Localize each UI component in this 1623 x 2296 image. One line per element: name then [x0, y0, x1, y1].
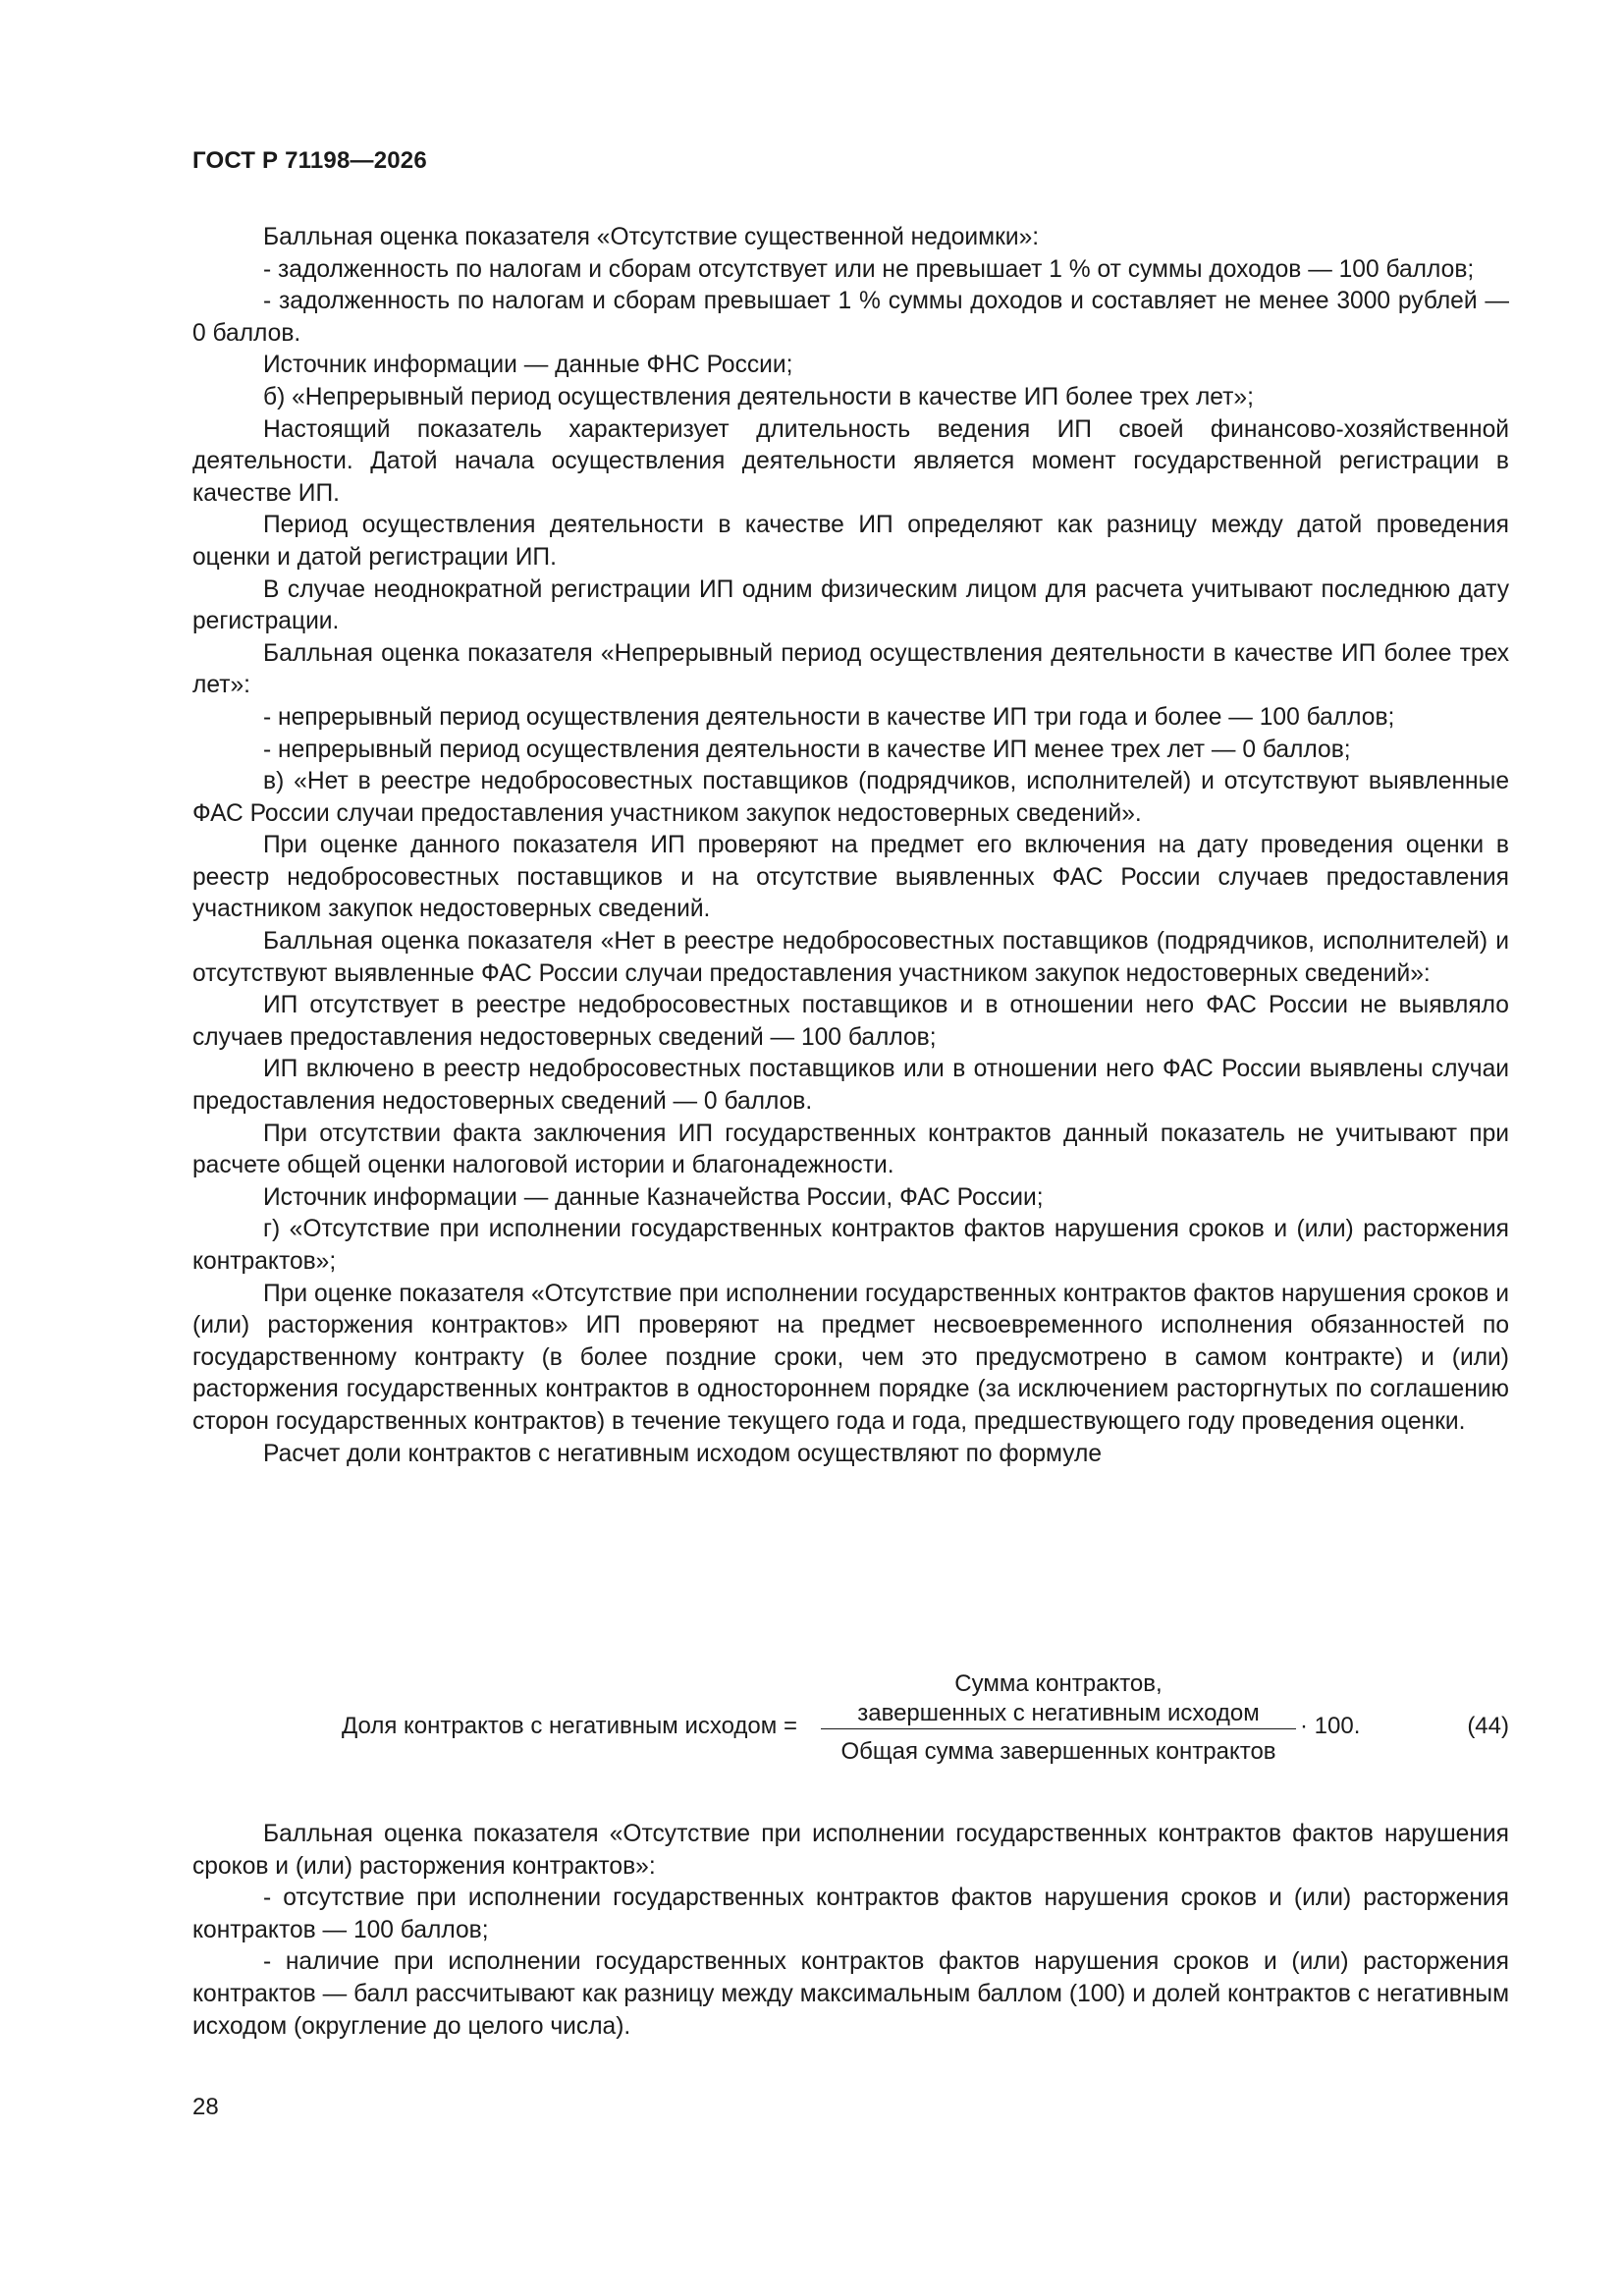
- formula-denominator: Общая сумма завершенных контрактов: [840, 1738, 1276, 1765]
- paragraph: б) «Непрерывный период осуществления деятельности в качестве ИП более трех лет»;: [263, 383, 1254, 410]
- paragraph: При оценке показателя «Отсутствие при исполнении государственных контрактов фактов нарушения сроков и (или) расторжения контрактов» ИП проверяют на предмет несвоевременного исполнения обязанностей по государственному контракту (в более поздние сроки, чем это предусмотрено в самом контракте) и (или) расторжения государственных контрактов в одностороннем порядке (за исключением расторгнутых по соглашению сторон государственных контрактов) в течение текущего года и года, предшествующего году проведения оценки.: [192, 1280, 1509, 1435]
- paragraph: Настоящий показатель характеризует длительность ведения ИП своей финансово-хозяйственной деятельности. Датой начала осуществления деятельности является момент государственной регистрации в качестве ИП.: [192, 415, 1509, 507]
- paragraph: - задолженность по налогам и сборам отсутствует или не превышает 1 % от суммы доходов — 100 баллов;: [263, 255, 1475, 283]
- paragraph: При оценке данного показателя ИП проверяют на предмет его включения на дату проведения оценки в реестр недобросовестных поставщиков и на отсутствие выявленных ФАС России случаев предоставления участником закупок недостоверных сведений.: [192, 832, 1509, 923]
- formula-numerator-line2: завершенных с негативным исходом: [821, 1699, 1296, 1729]
- paragraph: При отсутствии факта заключения ИП государственных контрактов данный показатель не учитывают при расчете общей оценки налоговой истории и благонадежности.: [192, 1120, 1509, 1179]
- paragraph: - непрерывный период осуществления деятельности в качестве ИП менее трех лет — 0 баллов;: [263, 736, 1351, 763]
- formula-number: (44): [1467, 1713, 1509, 1739]
- paragraph: ИП включено в реестр недобросовестных поставщиков или в отношении него ФАС России выявлены случаи предоставления недостоверных сведений — 0 баллов.: [192, 1056, 1509, 1116]
- paragraph: ИП отсутствует в реестре недобросовестных поставщиков и в отношении него ФАС России не выявляло случаев предоставления недостоверных сведений — 100 баллов;: [192, 992, 1509, 1051]
- paragraph: г) «Отсутствие при исполнении государственных контрактов фактов нарушения сроков и (или) расторжения контрактов»;: [192, 1216, 1509, 1275]
- paragraph: - непрерывный период осуществления деятельности в качестве ИП три года и более — 100 баллов;: [263, 703, 1395, 731]
- document-body-after-formula: [192, 1819, 1509, 2043]
- document-header: ГОСТ Р 71198—2026: [192, 147, 427, 174]
- formula-lhs: Доля контрактов с негативным исходом =: [342, 1713, 797, 1739]
- page-number: 28: [192, 2094, 219, 2120]
- paragraph: Источник информации — данные Казначейства России, ФАС России;: [263, 1183, 1044, 1211]
- paragraph: В случае неоднократной регистрации ИП одним физическим лицом для расчета учитывают последнюю дату регистрации.: [192, 575, 1509, 635]
- paragraph: Балльная оценка показателя «Непрерывный период осуществления деятельности в качестве ИП более трех лет»:: [192, 639, 1509, 699]
- paragraph: Балльная оценка показателя «Отсутствие существенной недоимки»:: [263, 224, 1040, 250]
- paragraph: - наличие при исполнении государственных контрактов фактов нарушения сроков и (или) расторжения контрактов — балл рассчитывают как разницу между максимальным баллом (100) и долей контрактов с негативным исходом (округление до целого числа).: [192, 1948, 1509, 2040]
- paragraph: Балльная оценка показателя «Отсутствие при исполнении государственных контрактов фактов нарушения сроков и (или) расторжения контрактов»:: [192, 1821, 1509, 1880]
- paragraph: в) «Нет в реестре недобросовестных поставщиков (подрядчиков, исполнителей) и отсутствуют выявленные ФАС России случаи предоставления участником закупок недостоверных сведений».: [192, 768, 1509, 827]
- paragraph: Балльная оценка показателя «Нет в реестре недобросовестных поставщиков (подрядчиков, исполнителей) и отсутствуют выявленные ФАС России случаи предоставления участником закупок недостоверных сведений»:: [192, 928, 1509, 987]
- paragraph: - отсутствие при исполнении государственных контрактов фактов нарушения сроков и (или) расторжения контрактов — 100 баллов;: [192, 1885, 1509, 1943]
- document-body: [192, 222, 1509, 1470]
- paragraph: Расчет доли контрактов с негативным исходом осуществляют по формуле: [263, 1440, 1102, 1467]
- paragraph: Период осуществления деятельности в качестве ИП определяют как разницу между датой проведения оценки и датой регистрации ИП.: [192, 512, 1509, 571]
- paragraph: Источник информации — данные ФНС России;: [263, 352, 793, 379]
- formula-44: [192, 1669, 1509, 1777]
- formula-fraction: [821, 1669, 1296, 1767]
- formula-numerator-line1: Сумма контрактов,: [954, 1670, 1163, 1697]
- formula-multiplier: · 100.: [1300, 1713, 1361, 1739]
- paragraph: - задолженность по налогам и сборам превышает 1 % суммы доходов и составляет не менее 3000 рублей — 0 баллов.: [192, 288, 1509, 347]
